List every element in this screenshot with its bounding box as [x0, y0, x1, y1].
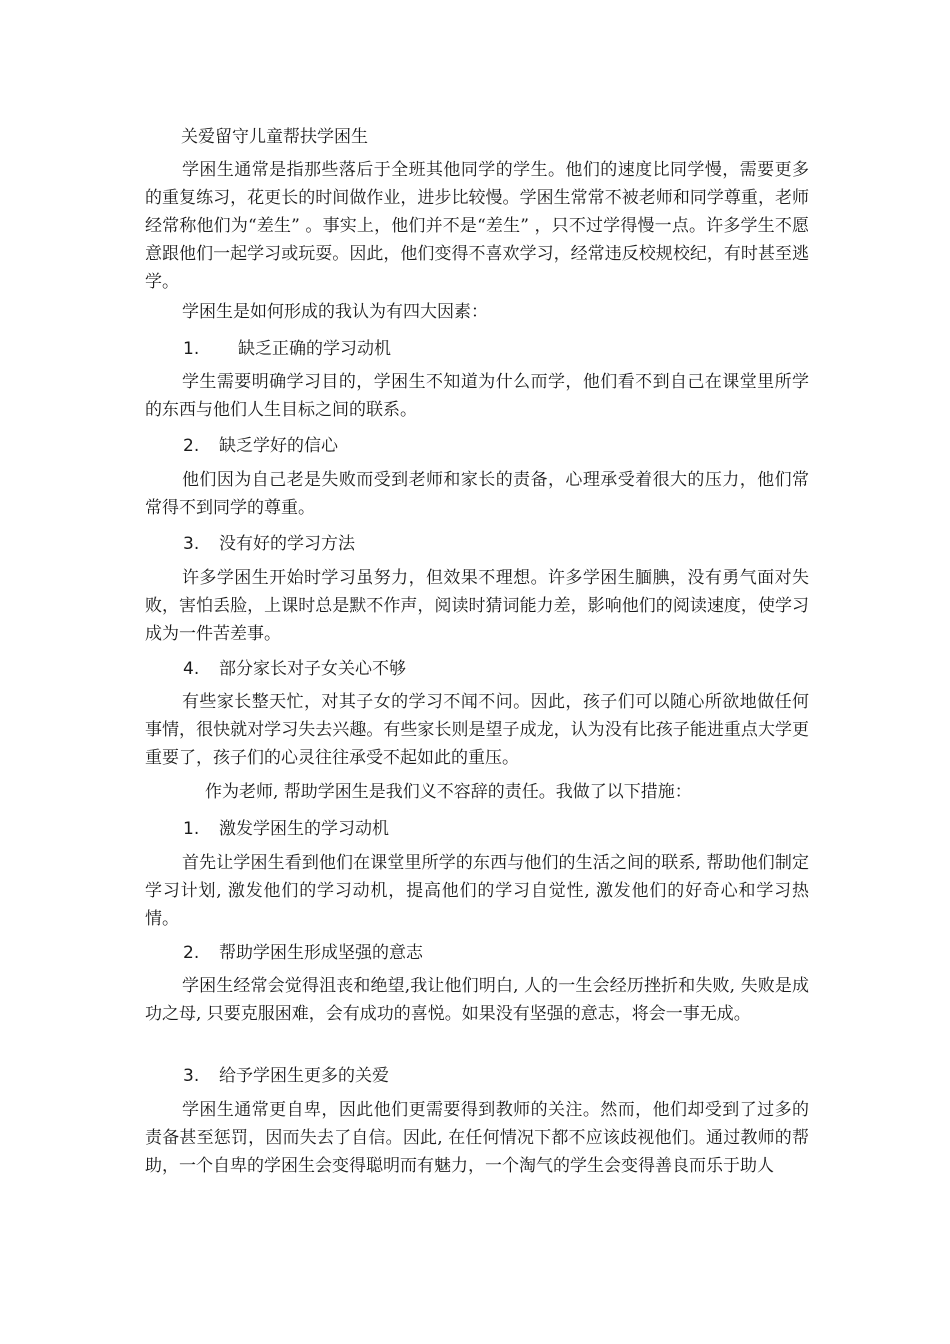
intro-paragraph: 学困生通常是指那些落后于全班其他同学的学生。他们的速度比同学慢，需要更多的重复练习，花更长的时间做作业，进步比较慢。学困生常常不被老师和同学尊重，老师经常称他们为“差生” 。事实上，他们并不是“差生” ，只不过学得慢一点。许多学生不愿意跟他们一起学习或玩耍。因此，他们变得不喜欢学习，经常违反校规校纪，有时甚至逃学。: [145, 160, 809, 292]
factor-heading-3: [183, 531, 355, 557]
factor-title: 缺乏学好的信心: [219, 436, 338, 456]
factor-title: 没有好的学习方法: [219, 534, 355, 554]
measure-number: 2.: [183, 943, 200, 963]
measure-heading-3: [183, 1063, 389, 1089]
factor-title: 部分家长对子女关心不够: [219, 659, 406, 679]
measure-title: 激发学困生的学习动机: [219, 819, 389, 839]
measure-heading-1: [183, 816, 389, 842]
measure-heading-2: [183, 940, 423, 966]
measure-number: 3.: [183, 1066, 200, 1086]
measure-body-2: 学困生经常会觉得沮丧和绝望,我让他们明白, 人的一生会经历挫折和失败, 失败是成功之母, 只要克服困难，会有成功的喜悦。如果没有坚强的意志，将会一事无成。: [145, 976, 809, 1024]
factor-number: 3.: [183, 534, 200, 554]
factor-heading-2: [183, 433, 338, 459]
measure-number: 1.: [183, 819, 200, 839]
measure-title: 给予学困生更多的关爱: [219, 1066, 389, 1086]
factor-number: 1.: [183, 339, 200, 359]
factor-number: 4.: [183, 659, 200, 679]
factors-intro: 学困生是如何形成的我认为有四大因素：: [182, 302, 488, 322]
factor-heading-1: [183, 336, 391, 362]
factor-title: 缺乏正确的学习动机: [238, 339, 391, 359]
measures-intro: 作为老师, 帮助学困生是我们义不容辞的责任。我做了以下措施：: [205, 782, 692, 802]
measure-title: 帮助学困生形成坚强的意志: [219, 943, 423, 963]
factor-body-3: 许多学困生开始时学习虽努力，但效果不理想。许多学困生腼腆，没有勇气面对失败，害怕丢脸，上课时总是默不作声，阅读时猜词能力差，影响他们的阅读速度，使学习成为一件苦差事。: [145, 568, 809, 644]
factor-body-2: 他们因为自己老是失败而受到老师和家长的责备，心理承受着很大的压力，他们常常得不到同学的尊重。: [145, 470, 809, 518]
document-title: 关爱留守儿童帮扶学困生: [181, 127, 368, 147]
factor-heading-4: [183, 656, 406, 682]
measure-body-1: 首先让学困生看到他们在课堂里所学的东西与他们的生活之间的联系, 帮助他们制定学习计划, 激发他们的学习动机，提高他们的学习自觉性, 激发他们的好奇心和学习热情。: [145, 853, 809, 929]
measure-body-3: 学困生通常更自卑，因此他们更需要得到教师的关注。然而，他们却受到了过多的责备甚至惩罚，因而失去了自信。因此, 在任何情况下都不应该歧视他们。通过教师的帮助，一个自卑的学困生会变得聪明而有魅力，一个淘气的学生会变得善良而乐于助人: [145, 1100, 809, 1176]
factor-body-1: 学生需要明确学习目的，学困生不知道为什么而学，他们看不到自己在课堂里所学的东西与他们人生目标之间的联系。: [145, 372, 809, 420]
factor-number: 2.: [183, 436, 200, 456]
factor-body-4: 有些家长整天忙，对其子女的学习不闻不问。因此，孩子们可以随心所欲地做任何事情，很快就对学习失去兴趣。有些家长则是望子成龙，认为没有比孩子能进重点大学更重要了，孩子们的心灵往往承受不起如此的重压。: [145, 692, 809, 768]
